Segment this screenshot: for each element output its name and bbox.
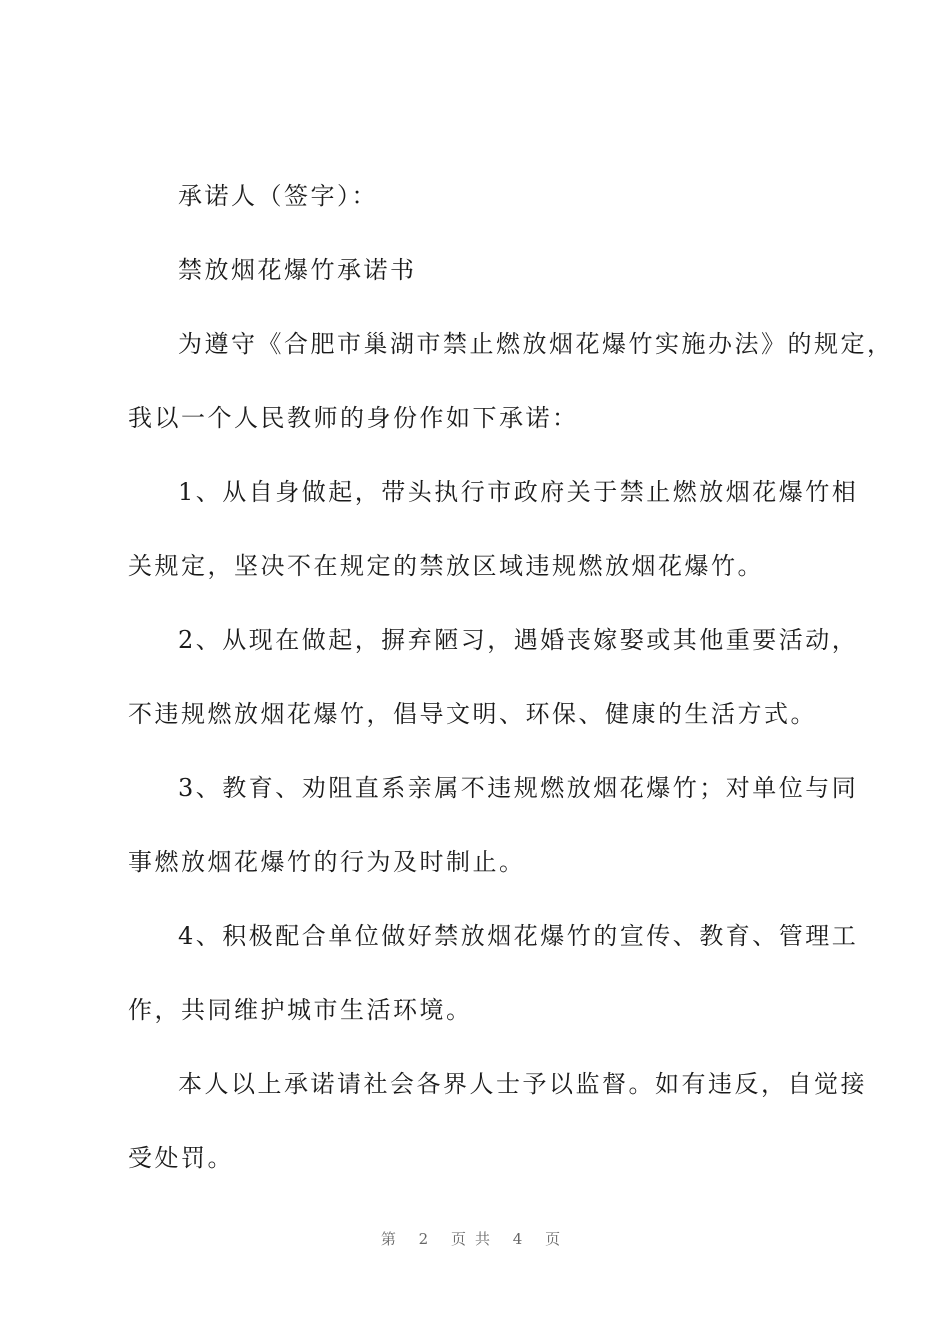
- item-4-line-2: 作，共同维护城市生活环境。: [128, 996, 473, 1024]
- item-2-line-1: 2、从现在做起，摒弃陋习，遇婚丧嫁娶或其他重要活动，: [178, 626, 859, 654]
- item-3-line-1: 3、教育、劝阻直系亲属不违规燃放烟花爆竹；对单位与同: [178, 774, 859, 802]
- document-title: 禁放烟花爆竹承诺书: [178, 256, 417, 284]
- intro-line-2: 我以一个人民教师的身份作如下承诺：: [128, 404, 579, 432]
- item-2-line-2: 不违规燃放烟花爆竹，倡导文明、环保、健康的生活方式。: [128, 700, 817, 728]
- item-1-line-2: 关规定，坚决不在规定的禁放区域违规燃放烟花爆竹。: [128, 552, 764, 580]
- intro-line-1: 为遵守《合肥市巢湖市禁止燃放烟花爆竹实施办法》的规定，: [178, 330, 894, 358]
- item-3-line-2: 事燃放烟花爆竹的行为及时制止。: [128, 848, 526, 876]
- item-1-line-1: 1、从自身做起，带头执行市政府关于禁止燃放烟花爆竹相: [178, 478, 859, 506]
- signature-line: 承诺人（签字）：: [178, 182, 378, 210]
- page-number-footer: 第 2 页共 4 页: [380, 1230, 570, 1248]
- closing-line-2: 受处罚。: [128, 1144, 234, 1172]
- item-4-line-1: 4、积极配合单位做好禁放烟花爆竹的宣传、教育、管理工: [178, 922, 859, 950]
- closing-line-1: 本人以上承诺请社会各界人士予以监督。如有违反，自觉接: [178, 1070, 867, 1098]
